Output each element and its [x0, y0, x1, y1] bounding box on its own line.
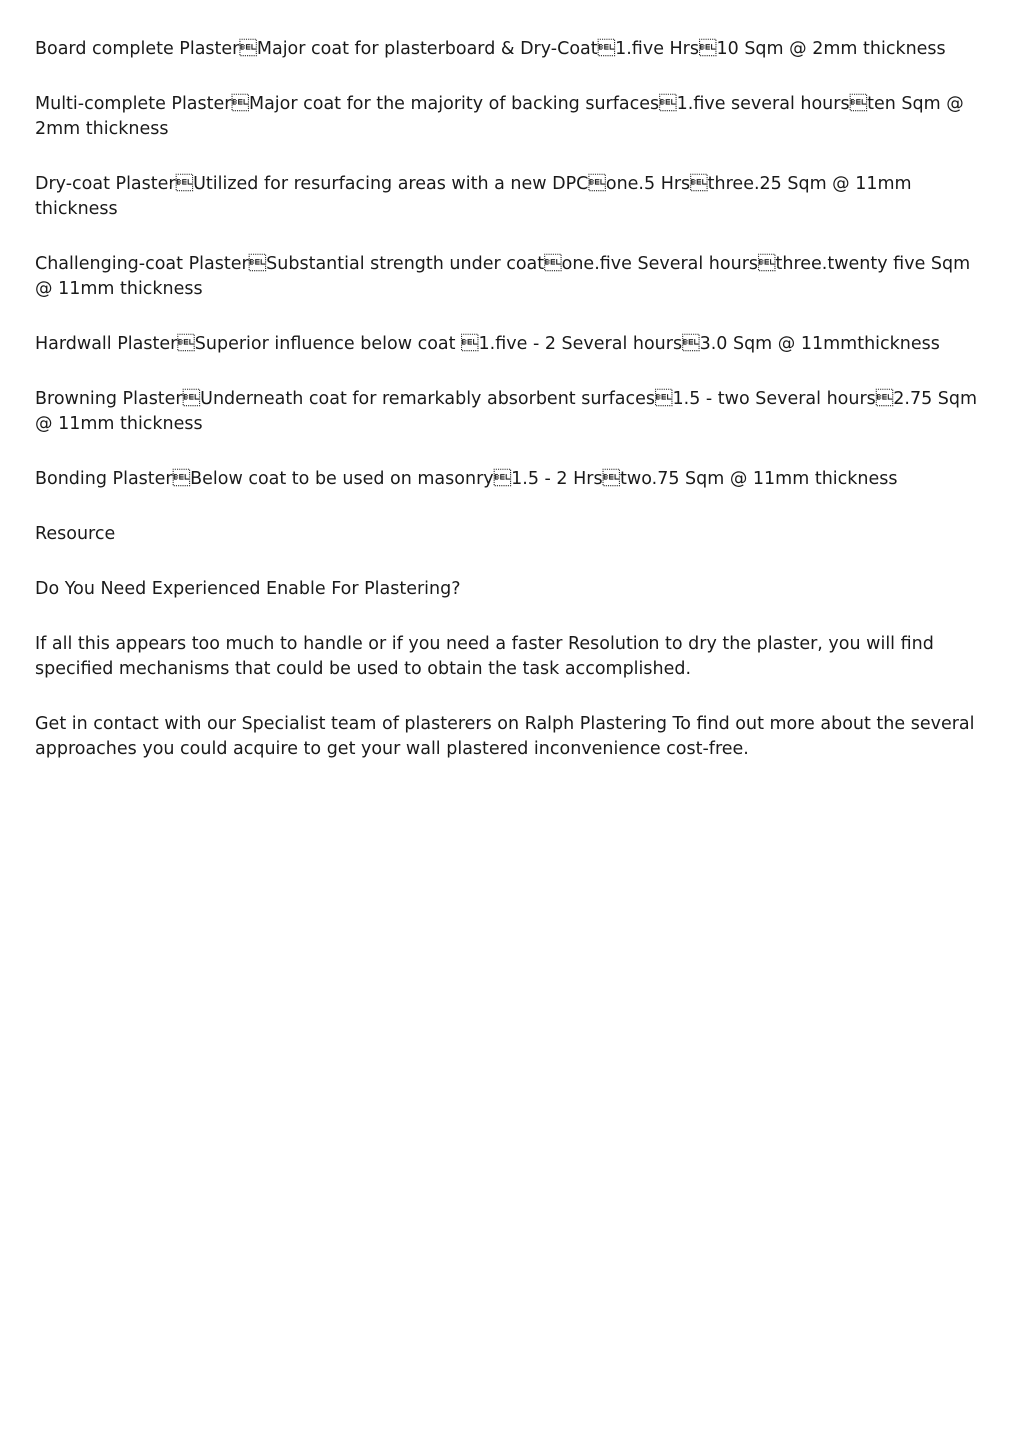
paragraph-multi-complete-plaster: Multi-complete PlasterMajor coat for the majority of backing surfaces1.five several hoursten Sqm @ 2mm thickness — [35, 94, 964, 139]
paragraph-dry-coat-plaster: Dry-coat PlasterUtilized for resurfacing areas with a new DPCone.5 Hrsthree.25 Sqm @ 11mm thickness — [35, 174, 912, 219]
paragraph-faster-resolution: If all this appears too much to handle or if you need a faster Resolution to dry the plaster, you will find specified mechanisms that could be used to obtain the task accomplished. — [35, 634, 934, 679]
paragraph-challenging-coat-plaster: Challenging-coat PlasterSubstantial strength under coatone.five Several hoursthree.twenty five Sqm @ 11mm thickness — [35, 254, 971, 299]
paragraph-contact-team: Get in contact with our Specialist team of plasterers on Ralph Plastering To find out more about the several approaches you could acquire to get your wall plastered inconvenience cost-free. — [35, 714, 975, 759]
paragraph-browning-plaster: Browning PlasterUnderneath coat for remarkably absorbent surfaces1.5 - two Several hours2.75 Sqm @ 11mm thickness — [35, 389, 978, 434]
paragraph-resource: Resource — [35, 524, 116, 544]
paragraph-bonding-plaster: Bonding PlasterBelow coat to be used on masonry1.5 - 2 Hrstwo.75 Sqm @ 11mm thickness — [35, 469, 898, 489]
paragraph-board-complete-plaster: Board complete PlasterMajor coat for plasterboard & Dry-Coat1.five Hrs10 Sqm @ 2mm thickness — [35, 39, 946, 59]
paragraph-hardwall-plaster: Hardwall PlasterSuperior influence below coat 1.five - 2 Several hours3.0 Sqm @ 11mmthickness — [35, 334, 940, 354]
paragraph-question-heading: Do You Need Experienced Enable For Plastering? — [35, 579, 461, 599]
